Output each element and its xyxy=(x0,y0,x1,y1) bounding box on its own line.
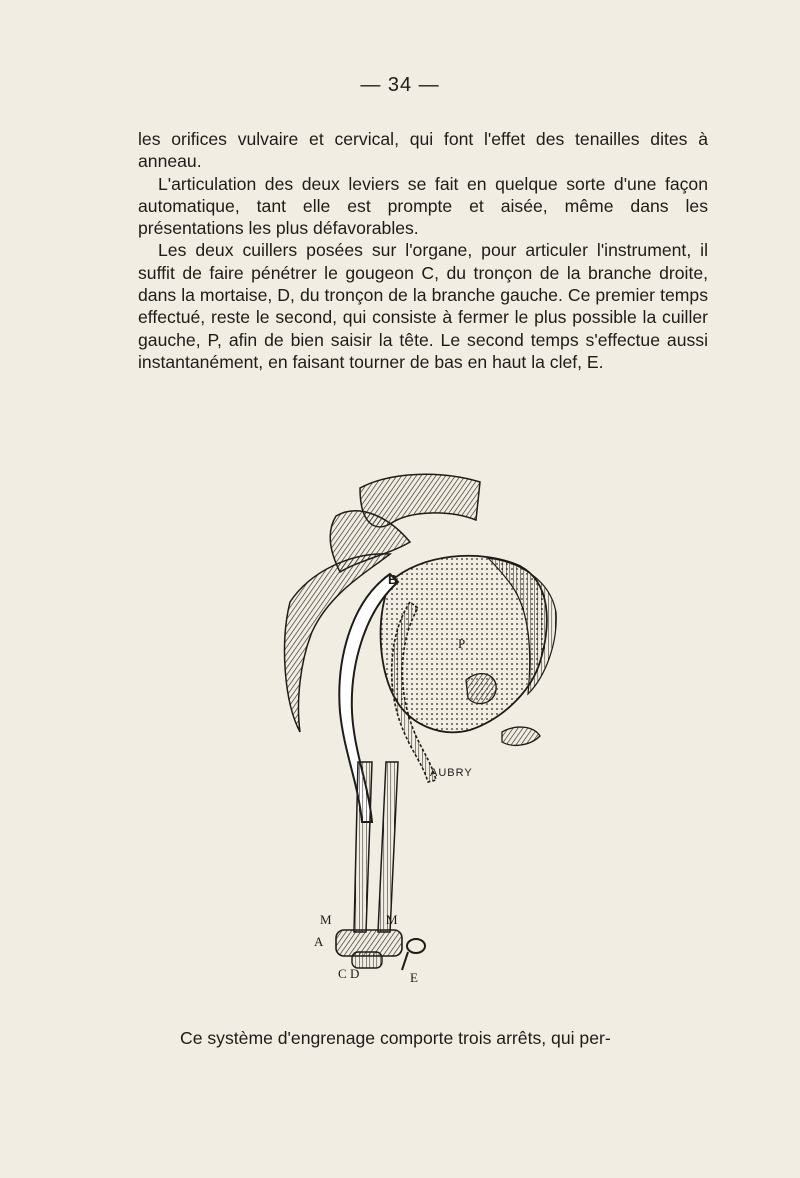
label-m-left: M xyxy=(320,912,332,927)
key-stem xyxy=(402,952,408,970)
paragraph-2: L'articulation des deux leviers se fait en quelque sorte d'une façon automatique, tant elle est prompte et aisée, même dans les présentations les plus défavorables. xyxy=(138,173,708,239)
forceps-illustration xyxy=(240,462,620,1022)
engraver-signature: AUBRY xyxy=(430,767,473,779)
continuation-line: Ce système d'engrenage comporte trois arrêts, qui per- xyxy=(180,1028,611,1048)
label-d: D xyxy=(350,966,360,981)
right-shank xyxy=(354,762,372,932)
label-e: E xyxy=(410,970,418,985)
label-p: P xyxy=(458,636,466,651)
left-shank xyxy=(378,762,398,932)
tissue-fold-outer xyxy=(285,554,390,732)
body-text xyxy=(138,128,708,373)
paragraph-1: les orifices vulvaire et cervical, qui font l'effet des tenailles dites à anneau. xyxy=(138,129,708,172)
label-c: C xyxy=(338,966,347,981)
paragraph-3: Les deux cuillers posées sur l'organe, pour articuler l'instrument, il suffit de faire pénétrer le gougeon C, du tronçon de la branche droite, dans la mortaise, D, du tronçon de la branche gauche. Ce premier temps effectué, reste le second, qui consiste à fermer le plus possible la cuiller gauche, P, afin de bien saisir la tête. Le second temps s'effectue aussi instantanément, en faisant tourner de bas en haut la clef, E. xyxy=(138,240,708,372)
label-m-right: M xyxy=(386,912,398,927)
ear xyxy=(466,674,496,704)
label-b: B xyxy=(388,572,398,587)
grip xyxy=(502,727,540,745)
page-number: — 34 — xyxy=(360,74,440,96)
forceps-engraving xyxy=(240,462,620,1022)
key xyxy=(407,939,425,953)
label-a: A xyxy=(314,934,324,949)
